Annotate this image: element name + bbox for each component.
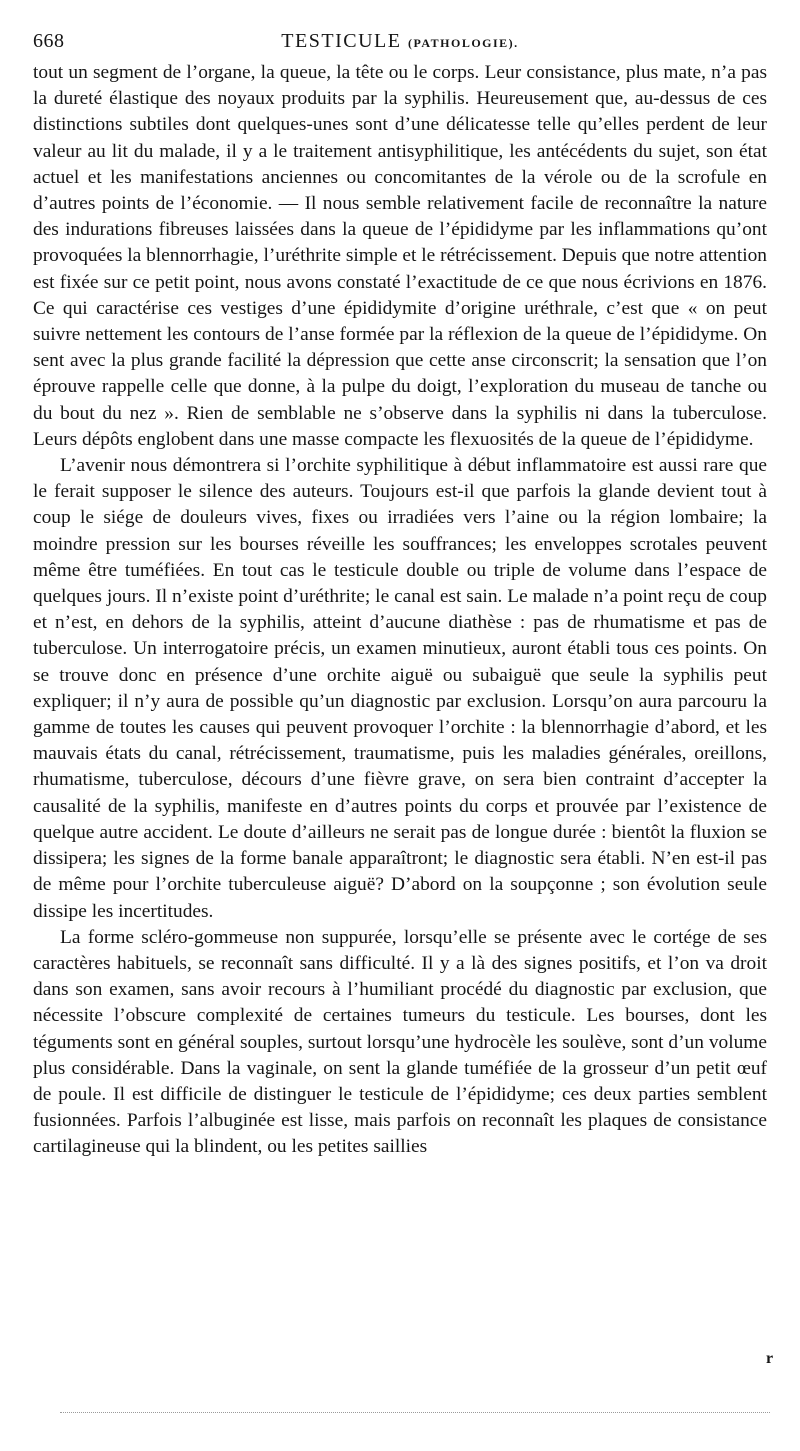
running-title-subtitle: (PATHOLOGIE). <box>407 36 519 50</box>
signature-mark: r <box>766 1350 774 1367</box>
paragraph-forme-sclero-gommeuse: La forme scléro-gommeuse non suppurée, lorsqu’elle se présente avec le cortége de ses caractères habituels, se reconnaît sans difficulté. Il y a là des signes positifs, et l’on va droit dans son examen, sans avoir recours à l’humiliant procédé du diagnostic par exclusion, que nécessite l’obscure complexité de certaines tumeurs du testicule. Les bourses, dont les téguments sont en général souples, surtout lorsqu’une hydrocèle les soulève, sont d’un volume plus considérable. Dans la vaginale, on sent la glande tuméfiée de la grosseur d’un petit œuf de poule. Il est difficile de distinguer le testicule de l’épididyme; ces deux parties semblent fusionnées. Parfois l’albuginée est lisse, mais parfois on reconnaît les plaques de consistance cartilagineuse qui la blindent, ou les petites saillies <box>33 926 767 1158</box>
body-text <box>33 60 767 1161</box>
running-title <box>33 30 767 53</box>
footer-rule <box>60 1412 770 1413</box>
running-header <box>33 28 767 60</box>
paragraph-continued: tout un segment de l’organe, la queue, la tête ou le corps. Leur consistance, plus mate, n’a pas la dureté élastique des noyaux produits par la syphilis. Heureusement que, au-dessus de ces distinctions subtiles dont quelques-unes sont d’une délicatesse telle qu’elles perdent de leur valeur au lit du malade, il y a le traitement antisyphilitique, les antécédents du sujet, son état actuel et les manifestations anciennes ou concomitantes de la vérole ou de la scrofule en d’autres points de l’économie. — Il nous semble relativement facile de reconnaître la nature des indurations fibreuses laissées dans la queue de l’épididyme par les inflammations qu’ont provoquées la blennorrhagie, l’uréthrite simple et le rétrécissement. Depuis que notre attention est fixée sur ce petit point, nous avons constaté l’exactitude de ce que nous écrivions en 1876. Ce qui caractérise ces vestiges d’une épididymite d’origine uréthrale, c’est que « on peut suivre nettement les contours de l’anse formée par la réflexion de la queue de l’épididyme. On sent avec la plus grande facilité la dépression que cette anse circonscrit; la sensation que l’on éprouve rappelle celle que donne, à la pulpe du doigt, l’exploration du museau de tanche ou du bout du nez ». Rien de semblable ne s’observe dans la syphilis ni dans la tuberculose. Leurs dépôts englobent dans une masse compacte les flexuosités de la queue de l’épididyme. <box>33 62 767 450</box>
page-number: 668 <box>33 30 65 52</box>
paragraph-orchite-syphilitique: L’avenir nous démontrera si l’orchite syphilitique à début inflammatoire est aussi rare que le ferait supposer le silence des auteurs. Toujours est-il que parfois la glande devient tout à coup le siége de douleurs vives, fixes ou irradiées vers l’aine ou la région lombaire; la moindre pression sur les bourses réveille les souffrances; les enveloppes scrotales peuvent même être tuméfiées. En tout cas le testicule double ou triple de volume dans l’espace de quelques jours. Il n’existe point d’uréthrite; le canal est sain. Le malade n’a point reçu de coup et n’est, en dehors de la syphilis, atteint d’aucune diathèse : pas de rhumatisme et pas de tuberculose. Un interrogatoire précis, un examen minutieux, auront établi tous ces points. On se trouve donc en présence d’une orchite aiguë ou subaiguë que seule la syphilis peut expliquer; il n’y aura de possible qu’un diagnostic par exclusion. Lorsqu’on aura parcouru la gamme de toutes les causes qui peuvent provoquer l’orchite : la blennorrhagie d’abord, et les mauvais états du canal, rétrécissement, traumatisme, puis les maladies générales, oreillons, rhumatisme, tuberculose, décours d’une fièvre grave, on sera bien contraint d’accepter la causalité de la syphilis, manifeste en d’autres points du corps et prouvée par l’existence de quelque autre accident. Le doute d’ailleurs ne serait pas de longue durée : bientôt la fluxion se dissipera; les signes de la forme banale apparaîtront; le diagnostic sera établi. N’en est-il pas de même pour l’orchite tuberculeuse aiguë? D’abord on la soupçonne ; son évolution seule dissipe les incertitudes. <box>33 455 767 922</box>
running-title-main: TESTICULE <box>281 30 402 52</box>
